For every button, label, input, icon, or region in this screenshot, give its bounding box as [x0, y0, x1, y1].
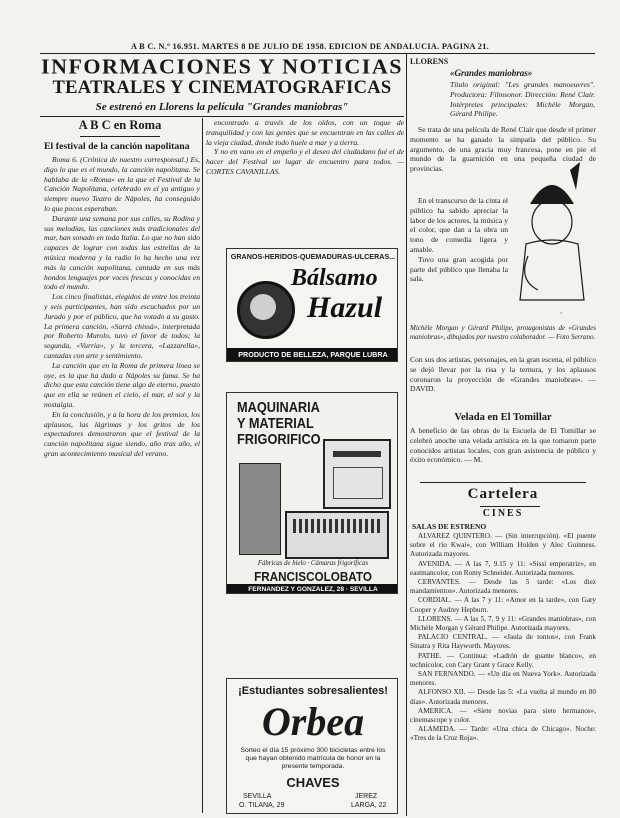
- subtitle: Se estrenó en Llorens la película "Grandes maniobras": [95, 101, 349, 113]
- listing-item: AMERICA. — «Siete novias para siete hermanos», cinemascope y color.: [410, 706, 596, 725]
- refrigerator-icon: [323, 439, 391, 509]
- caricature-caption: Michèle Morgan y Gérard Philipe, protagonistas de «Grandes maniobras», dibujados por nuestro colaborador. — Foto Serrano.: [410, 324, 596, 341]
- ad-address: FERNANDEZ Y GONZALEZ, 28 · SEVILLA: [227, 584, 398, 594]
- listing-item: LLORENS. — A las 5, 7, 9 y 11: «Grandes maniobras», con Michèle Morgan y Gérard Philipe. Autorizada mayores.: [410, 614, 596, 633]
- section-heading: A B C en Roma: [78, 118, 162, 132]
- body-shape: [520, 240, 584, 300]
- cinema-listings: [410, 532, 596, 815]
- right-column-divider: [406, 54, 407, 816]
- review-body-narrow: [410, 196, 508, 320]
- machine-icon: [239, 463, 281, 555]
- main-title-line1: INFORMACIONES Y NOTICIAS: [41, 54, 403, 79]
- article-column-1: [44, 155, 200, 815]
- listing-item: ALVAREZ QUINTERO. — (Sin interrupción). «El puente sobre el río Kwai», con William Holden y Alec Guinness. Autorizada mayores.: [410, 532, 596, 559]
- salas-title: SALAS DE ESTRENO: [412, 522, 487, 531]
- balsamo-hazul-ad: [226, 248, 398, 362]
- face-shape: [532, 200, 572, 244]
- ad-brand-balsamo: Bálsamo: [291, 265, 378, 291]
- article-paragraph: Y no en vano en el empeño y el deseo del ciudadano fué el de hacer del Festival un lugar de encuentro para todos. — CORTES CAVANILLAS.: [206, 147, 404, 176]
- cartelera-rule-top: [420, 482, 586, 483]
- ad-addr2: LARGA, 22: [351, 802, 387, 809]
- article-head: El festival de la canción napolitana: [44, 141, 190, 152]
- ad-addr1: O. TILANA, 29: [239, 802, 285, 809]
- review-paragraph: Tuvo una gran acogida por parte del público que llenaba la sala.: [410, 254, 508, 284]
- listing-item: PATHE. — Continua: «Ladrón de guante blanco», en technicolor, con Cary Grant y Grace Kelly.: [410, 651, 596, 669]
- cartelera-rule-bottom: [480, 506, 540, 507]
- jar-icon: [237, 281, 295, 339]
- listing-item: AVENIDA. — A las 7, 9.15 y 11: «Sissí emperatriz», en eastmancolor, con Romy Schneider. Autorizada menores.: [410, 559, 596, 577]
- article-paragraph: En la conclusión, y a la hora de los premios, los aplausos, las lágrimas y los gritos de los espectadores demostraron que el festival de la canción napolitana sigue siendo, año tras año, el gran acontecimiento musical del verano.: [44, 409, 200, 458]
- ad-top-line: GRANOS-HERIDOS-QUEMADURAS-ULCERAS...: [230, 252, 396, 261]
- article-paragraph: Los cinco finalistas, elegidos de entre los treinta y seis participantes, han sido escuchados por un Jurado y por el público, que ha votado a su gusto. La primera canción, «Sarrà chissà», interpretada por Roberto Murolo, tuvo el favor de todos; la segunda, «Vurria», y la tercera, «Lazzarella», cantadas con arte y sentimiento.: [44, 292, 200, 360]
- hat-shape: [530, 185, 574, 204]
- review-tail: Con sus dos artistas, personajes, en la gran escena, el público se dejó llevar por la risa y la ternura, y los aplausos coronaron la proyección de «Grandes maniobras». — DAVID.: [410, 355, 596, 394]
- ad-line1: MAQUINARIA: [237, 399, 320, 416]
- cartelera-title: Cartelera: [467, 486, 539, 502]
- ad-store: CHAVES: [286, 775, 340, 790]
- plume-shape: [570, 162, 580, 190]
- article-paragraph: encontrado a través de los oídos, con un toque de tranquilidad y con las gentes que se encuentran en las calles de la vieja ciudad, donde todo huele a mar y a tierra.: [206, 118, 404, 147]
- review-paragraph: Se trata de una película de René Clair que desde el primer momento se ha ganado la simpatía del público. Su argumento, de una gracia muy francesa, pone en pie el mundo de la guarnición en una pequeña ciudad de provincias.: [410, 125, 596, 174]
- ad-bottom-line: PRODUCTO DE BELLEZA, PARQUE LUBRA: [227, 348, 398, 362]
- ad-line2: Y MATERIAL: [237, 415, 314, 432]
- title-rule: [40, 116, 404, 117]
- ad-brand-orbea: Orbea: [261, 699, 365, 744]
- velada-body: A beneficio de las obras de la Escuela de El Tomillar se celebró anoche una velada artística en la que tomaron parte conocidos artistas locales, con gran asistencia de público y éxito económico. — M.: [410, 426, 596, 465]
- cines-title: CINES: [482, 508, 524, 519]
- ad-headline: ¡Estudiantes sobresalientes!: [238, 685, 388, 697]
- article-paragraph: Roma 6. (Crónica de nuestro corresponsal.) Es, digo lo que es el mundo, la canción napolitana. Se hablaba de la «Roma» en la que el Festival de la Canción Napolitana, celebrado en el ya antiguo y siempre nuevo Teatro de Nápoles, ha conseguido lo que pocos esperaban.: [44, 155, 200, 213]
- listing-item: PALACIO CENTRAL. — «Jaula de tontos», con Frank Sinatra y Rita Hayworth. Mayores.: [410, 633, 596, 651]
- freezer-chest-icon: [285, 511, 389, 559]
- listing-item: SAN FERNANDO. — «Un día en Nueva York». Autorizada menores.: [410, 670, 596, 688]
- listing-item: ALFONSO XII. — Desde las 5: «La vuelta al mundo en 80 días». Autorizada menores.: [410, 688, 596, 706]
- main-title-line2: TEATRALES Y CINEMATOGRAFICAS: [52, 78, 392, 98]
- page-header: A B C. N.º 16.951. MARTES 8 DE JULIO DE 1958. EDICION DE ANDALUCIA. PAGINA 21.: [130, 42, 490, 51]
- article-paragraph: Durante una semana por sus calles, su Rodina y sus melodías, las canciones más tradicionales del mar, han sonado en toda Italia. Lo que no han sido capaces de lograr con todas las estrellas de la música moderna y la radio lo ha hecho una vez más la canción napolitana, cantada en sus más hondos lenguajes por voces frescas y conocidas en todo el mundo.: [44, 213, 200, 292]
- column-divider: [202, 118, 203, 813]
- right-dateline: LLORENS: [410, 57, 449, 66]
- listing-item: ALAMEDA. — Tarde: «Una chica de Chicago». Noche: «Tres de la Cruz Roja».: [410, 725, 596, 743]
- ad-city1: SEVILLA: [243, 793, 272, 800]
- article-column-2: [206, 118, 404, 236]
- ad-tagline: Fábricas de hielo · Cámaras frigoríficas: [257, 560, 369, 567]
- caricature-drawing: [508, 160, 596, 322]
- section-rule: [80, 136, 160, 137]
- ad-brand-hazul: Hazul: [307, 291, 383, 324]
- review-paragraph: En el transcurso de la cinta el público ha sabido apreciar la labor de los actores, la música y el color, que dan a la obra un tono de comedia ligera y amable.: [410, 196, 508, 254]
- listing-item: CERVANTES. — Desde las 5 tarde: «Los diez mandamientos». Autorizada menores.: [410, 578, 596, 596]
- ad-city2: JEREZ: [355, 793, 378, 800]
- signature-mark: ·: [560, 309, 562, 318]
- listing-item: CORDIAL. — A las 7 y 11: «Amor en la tarde», con Gary Cooper y Audrey Hepburn.: [410, 596, 596, 614]
- review-title: «Grandes maniobras»: [450, 68, 533, 78]
- ad-brand-lobato: FRANCISCOLOBATO: [254, 569, 372, 584]
- orbea-ad: [226, 678, 398, 814]
- article-paragraph: La canción que en la Roma de primera línea se oye, es la que ha dado a Nápoles su fama. Se ha dicho que esta canción tiene algo de eterno, puesto que en ella se reúnen el cielo, el mar, el sol y la nostalgia.: [44, 360, 200, 409]
- review-credits: Título original: "Les grandes manoeuvres". Productora: Filmsonor. Dirección: René Clair. Intérpretes principales: Michèle Morgan, Gérard Philipe.: [450, 80, 595, 119]
- ad-line3: FRIGORIFICO: [237, 431, 321, 448]
- arm-shape: [525, 256, 538, 290]
- ad-text: Sorteo el día 15 próximo 300 bicicletas entre los que hayan obtenido matrícula de honor en la presente temporada.: [240, 747, 386, 770]
- velada-title: Velada en El Tomillar: [454, 412, 552, 423]
- francisco-lobato-ad: [226, 392, 398, 594]
